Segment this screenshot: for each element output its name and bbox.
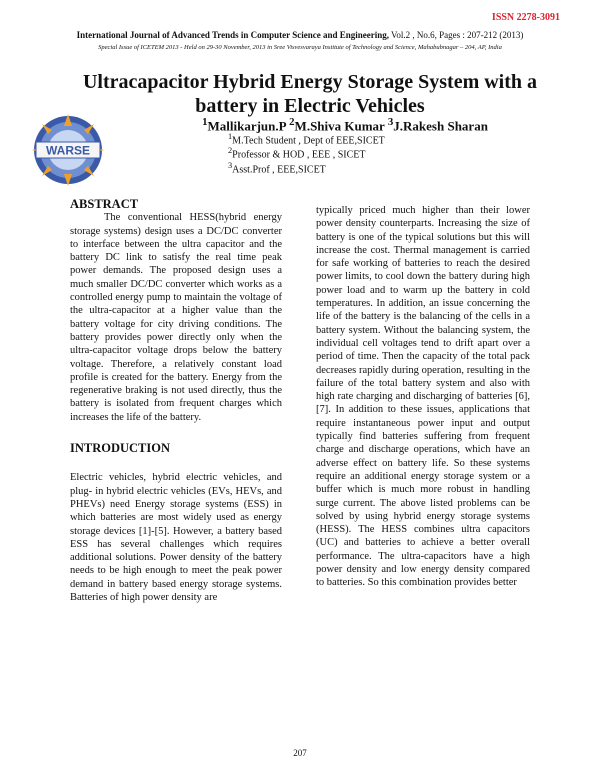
logo-text: WARSE xyxy=(45,143,91,158)
author-3: J.Rakesh Sharan xyxy=(393,118,488,134)
affiliation-3-text: Asst.Prof , EEE,SICET xyxy=(232,164,326,176)
left-column xyxy=(70,198,282,604)
journal-volume: Vol.2 , No.6, Pages : 207-212 (2013) xyxy=(388,30,524,40)
affiliation-3 xyxy=(228,161,326,175)
warse-logo xyxy=(30,112,106,188)
affiliation-1-index: 1 xyxy=(228,132,233,141)
affiliation-2 xyxy=(228,146,366,160)
abstract-heading: ABSTRACT xyxy=(70,197,139,211)
author-2-index: 2 xyxy=(289,116,295,128)
author-1: Mallikarjun.P xyxy=(207,118,290,134)
right-column-text: typically priced much higher than their lower power density counterparts. Increasing the size of battery is one of the typical solutions but this will increase the cost. Thermal management is carried for safe working of batteries to reach the desired power limits, to cool down the battery during high power load and to warm up the battery in cold temperatures. In addition, an issue concerning the life of the battery is the balancing of the cells in a battery system. Without the balancing system, the individual cell voltages tend to drift apart over a period of time. Then the capacity of the total pack decreases rapidly during operation, resulting in the failure of the total battery system and also with high rate charging and discharging of batteries [6],[7]. In addition to these issues, applications that require instantaneous power input and output typically find batteries suffering from frequent charge and discharge operations, which have an adverse effect on battery life. So these systems require an additional energy storage system or a buffer which is much more robust in handling surge current. The above listed problems can be solved by using hybrid energy storage systems (HESS). The HESS combines ultra capacitors (UC) and batteries to achieve a better overall performance. The ultra-capacitors have a high power density and low energy density compared to batteries. So this combination provides better xyxy=(316,205,530,589)
affiliation-1-text: M.Tech Student , Dept of EEE,SICET xyxy=(232,135,385,147)
journal-name: International Journal of Advanced Trends in Computer Science and Engineering, xyxy=(76,30,389,40)
abstract-text: The conventional HESS(hybrid energy storage systems) design uses a DC/DC converter to interface between the ultra capacitor and the battery DC link to satisfy the real time peak power demands. The proposed design uses a much smaller DC/DC converter which works as a controlled energy pump to maintain the voltage of the ultra-capacitor at a higher value than the battery voltage for city driving conditions. The battery provides power directly only when the ultra-capacitor voltage drops below the battery voltage. Therefore, a relatively constant load profile is created for the battery. Energy from the regenerative braking is not used directly, thus the battery is isolated from frequent charges which increases the life of the battery. xyxy=(70,212,282,423)
journal-line xyxy=(40,30,560,41)
affiliation-3-index: 3 xyxy=(228,161,233,170)
author-1-index: 1 xyxy=(202,116,208,128)
author-3-index: 3 xyxy=(387,116,394,128)
introduction-text: Electric vehicles, hybrid electric vehicles, and plug- in hybrid electric vehicles (EVs, HEVs, and PHEVs) need Energy storage systems (ESS) in which batteries are most widely used as energy storage devices [1]-[5]. However, a battery based ESS has several challenges which requires additional solutions. Power density of the battery needs to be high enough to meet the peak power demand in battery based energy storage systems. Batteries of high power density are xyxy=(70,472,282,604)
affiliation-1 xyxy=(228,132,385,146)
page-number: 207 xyxy=(293,748,307,758)
right-column xyxy=(316,204,530,590)
paper-title: Ultracapacitor Hybrid Energy Storage System with a battery in Electric Vehicles xyxy=(82,71,538,117)
issn-label: ISSN 2278-3091 xyxy=(491,12,560,23)
affiliation-2-index: 2 xyxy=(228,146,233,155)
author-2: M.Shiva Kumar xyxy=(294,118,388,134)
special-issue-line: Special Issue of ICETEM 2013 - Held on 29-30 November, 2013 in Sree Visvesvaraya Institute of Technology and Science, Mahabubnagar – 204, AP, India xyxy=(98,44,502,51)
introduction-heading: INTRODUCTION xyxy=(70,441,171,456)
affiliation-2-text: Professor & HOD , EEE , SICET xyxy=(232,149,366,161)
